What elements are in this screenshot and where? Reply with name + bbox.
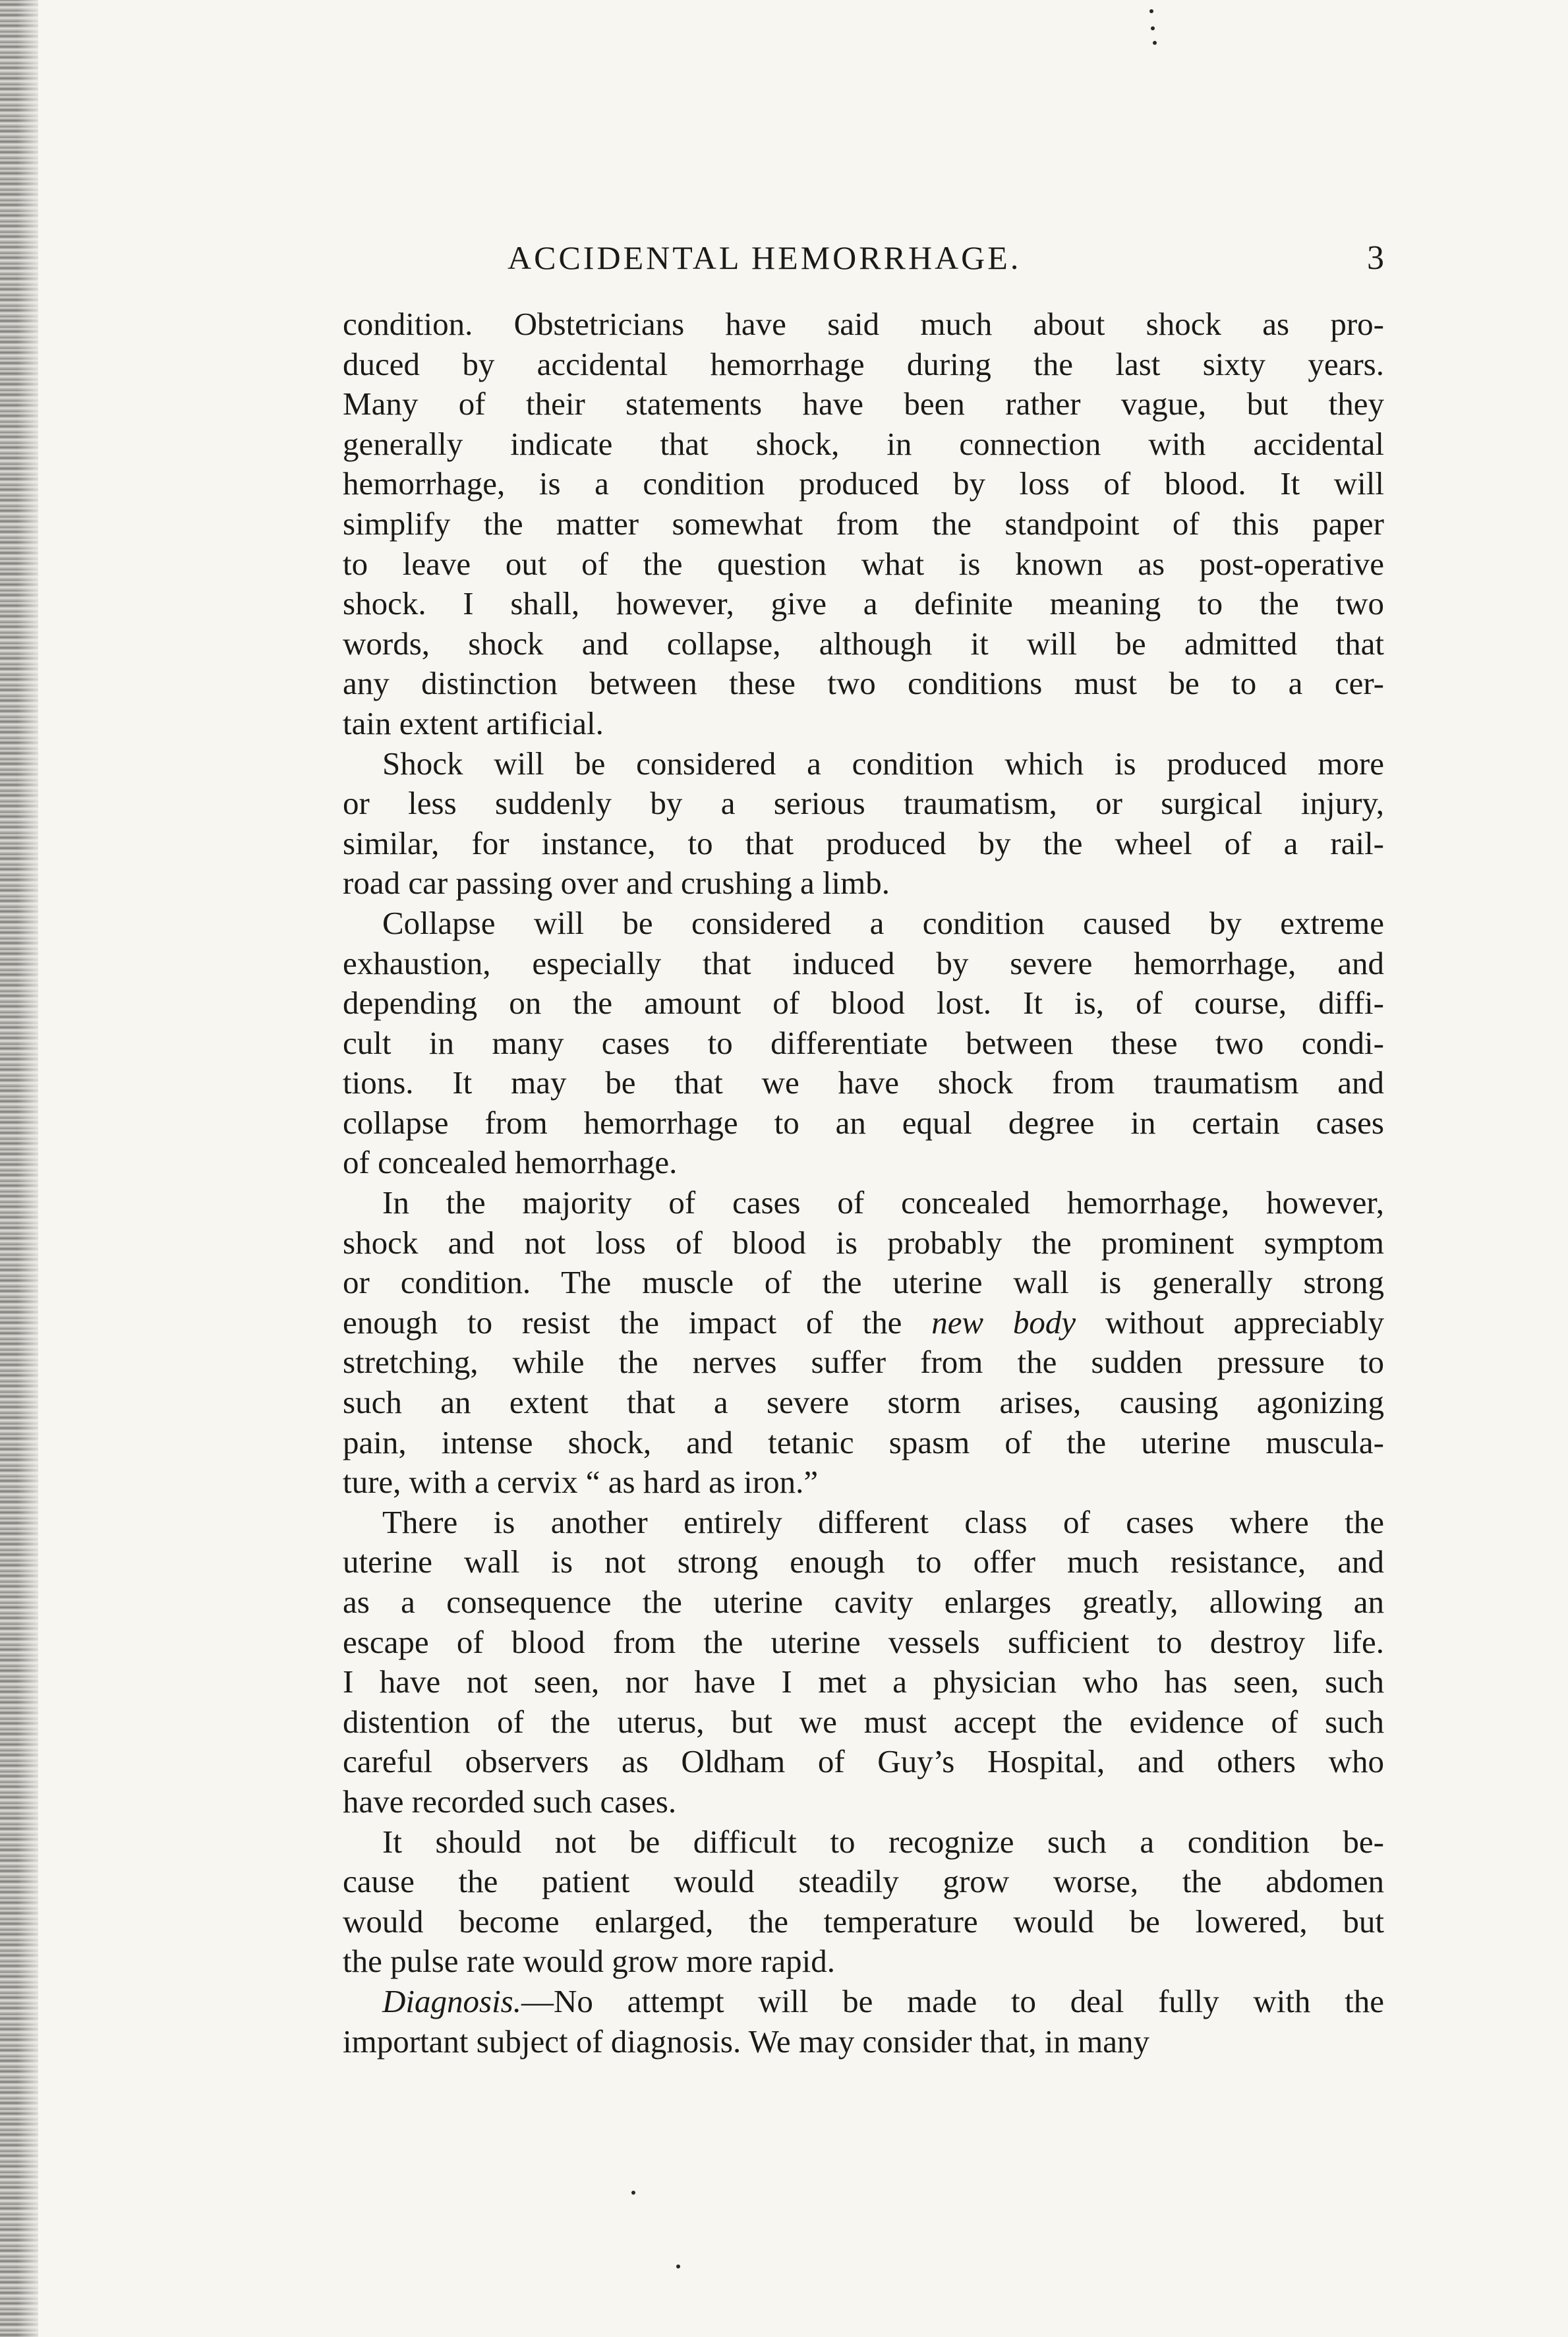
text-run: without appreciably: [1105, 1304, 1384, 1341]
text-line: shock and not loss of blood is probably the prominent symptom: [343, 1224, 1384, 1261]
ink-speck: [676, 2265, 680, 2268]
text-line: [343, 1303, 1384, 1343]
text-line: shock. I shall, however, give a definite meaning to the two: [343, 585, 1384, 622]
text-line: road car passing over and crushing a limb.: [343, 865, 890, 902]
text-line: cult in many cases to differentiate between these two condi-: [343, 1024, 1384, 1061]
text-line: of concealed hemorrhage.: [343, 1144, 678, 1181]
text-line: exhaustion, especially that induced by severe hemorrhage, and: [343, 944, 1384, 981]
text-line: cause the patient would steadily grow worse, the abdomen: [343, 1863, 1384, 1900]
text-line: pain, intense shock, and tetanic spasm of the uterine muscula-: [343, 1424, 1384, 1460]
text-line: careful observers as Oldham of Guy’s Hospital, and others who: [343, 1743, 1384, 1780]
text-line: would become enlarged, the temperature would be lowered, but: [343, 1903, 1384, 1940]
text-line: words, shock and collapse, although it will be admitted that: [343, 625, 1384, 662]
text-line: have recorded such cases.: [343, 1783, 677, 1820]
text-run: —No attempt will be made to deal fully with the: [521, 1982, 1384, 2019]
text-line: or condition. The muscle of the uterine wall is generally strong: [343, 1264, 1384, 1301]
text-line: simplify the matter somewhat from the standpoint of this paper: [343, 505, 1384, 542]
text-line: distention of the uterus, but we must accept the evidence of such: [343, 1703, 1384, 1740]
text-line: hemorrhage, is a condition produced by loss of blood. It will: [343, 465, 1384, 502]
section-label: Diagnosis.: [382, 1982, 522, 2019]
page-number: 3: [1367, 239, 1384, 277]
italic-phrase: new body: [931, 1304, 1076, 1341]
text-line: depending on the amount of blood lost. It is, of course, diffi-: [343, 985, 1384, 1022]
text-line: to leave out of the question what is known as post-operative: [343, 545, 1384, 582]
text-line: Shock will be considered a condition which is produced more: [382, 745, 1384, 782]
running-head: [343, 239, 1384, 285]
text-line: [343, 1982, 1384, 2022]
text-line: tain extent artificial.: [343, 705, 604, 741]
ink-speck: [1153, 41, 1157, 45]
ink-speck: [631, 2191, 635, 2195]
text-line: Many of their statements have been rather vague, but they: [343, 386, 1384, 422]
text-line: the pulse rate would grow more rapid.: [343, 1943, 836, 1980]
text-line: condition. Obstetricians have said much about shock as pro-: [343, 306, 1384, 342]
text-line: stretching, while the nerves suffer from the sudden pressure to: [343, 1344, 1384, 1381]
text-line: or less suddenly by a serious traumatism, or surgical injury,: [343, 785, 1384, 822]
text-line: collapse from hemorrhage to an equal degree in certain cases: [343, 1104, 1384, 1141]
text-line: In the majority of cases of concealed hemorrhage, however,: [382, 1184, 1384, 1221]
text-line: such an extent that a severe storm arises, causing agonizing: [343, 1384, 1384, 1421]
text-line: It should not be difficult to recognize such a condition be-: [382, 1823, 1384, 1860]
text-line: generally indicate that shock, in connection with accidental: [343, 425, 1384, 462]
text-line: Collapse will be considered a condition caused by extreme: [382, 904, 1384, 941]
body-text: [343, 304, 1384, 2062]
text-line: any distinction between these two conditions must be to a cer-: [343, 665, 1384, 702]
text-line: I have not seen, nor have I met a physician who has seen, such: [343, 1663, 1384, 1700]
text-line: There is another entirely different class of cases where the: [382, 1503, 1384, 1540]
text-line: as a consequence the uterine cavity enlarges greatly, allowing an: [343, 1584, 1384, 1620]
text-line: ture, with a cervix “ as hard as iron.”: [343, 1464, 819, 1501]
text-line: uterine wall is not strong enough to offer much resistance, and: [343, 1544, 1384, 1580]
text-line: tions. It may be that we have shock from traumatism and: [343, 1064, 1384, 1101]
text-line: similar, for instance, to that produced by the wheel of a rail-: [343, 824, 1384, 861]
binding-edge: [0, 0, 38, 2337]
running-title: ACCIDENTAL HEMORRHAGE.: [508, 239, 1022, 276]
ink-speck: [1149, 9, 1153, 13]
text-line: important subject of diagnosis. We may consider that, in many: [343, 2023, 1149, 2060]
text-line: duced by accidental hemorrhage during the last sixty years.: [343, 345, 1384, 382]
ink-speck: [1151, 26, 1155, 30]
text-run: enough to resist the impact of the: [343, 1304, 902, 1341]
text-line: escape of blood from the uterine vessels sufficient to destroy life.: [343, 1623, 1384, 1660]
